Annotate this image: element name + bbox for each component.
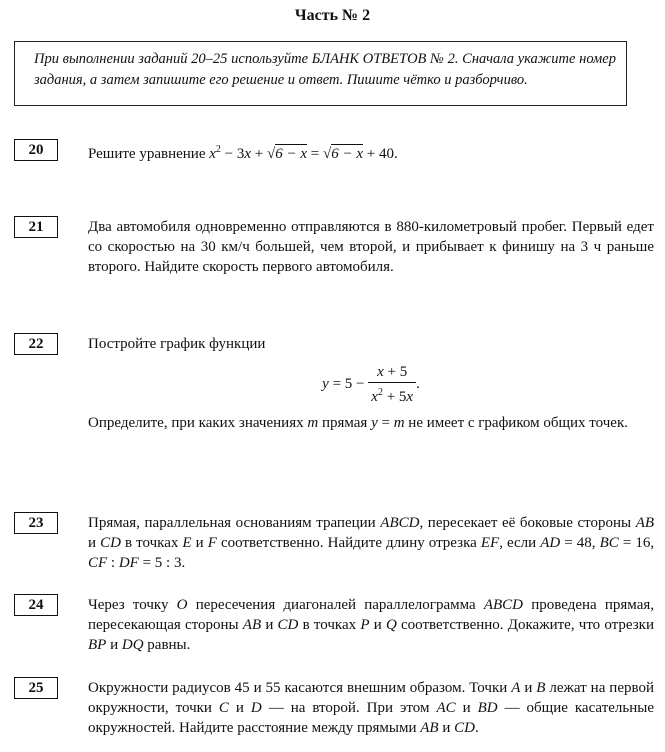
task-number: 25	[14, 677, 58, 699]
task-number: 23	[14, 512, 58, 534]
task-text: Прямая, параллельная основаниям трапеции ABCD, пересекает её боковые стороны AB и CD в точках E и F соответственно. Найдите длину отрезка EF, если AD = 48, BC = 16, CF : DF = 5 : 3.	[88, 515, 655, 571]
function-formula: y = 5 − $\frac{x + 5}{x^2 + 5x}$ .	[322, 364, 420, 405]
task-number: 22	[14, 333, 58, 355]
task-number: 21	[14, 216, 58, 238]
instructions-box: При выполнении заданий 20–25 используйте БЛАНК ОТВЕТОВ № 2. Сначала укажите номер задания, а затем запишите его решение и ответ. Пишите чётко и разборчиво.	[14, 41, 627, 106]
task-text: Постройте график функции y = 5 − $\frac{x + 5}{x^2 + 5x}$ . Определите, при каких значениях m прямая y = m не имеет с графиком общих точек.	[88, 334, 654, 433]
task-number: 24	[14, 594, 58, 616]
task-text: Решите уравнение $x^2 - 3x + √6 - x = √6 - x + 40$.	[88, 144, 398, 162]
task-text: Два автомобиля одновременно отправляются в 880-километровый пробег. Первый едет со скоростью на 30 км/ч большей, чем второй, и прибывает к финишу на 3 ч раньше второго. Найдите скорость первого автомобиля.	[88, 219, 654, 275]
page-title: Часть № 2	[294, 7, 371, 24]
task-text: Окружности радиусов 45 и 55 касаются внешним образом. Точки A и B лежат на первой окружности, точки C и D — на второй. При этом AC и BD — общие касательные окружностей. Найдите расстояние между прямыми AB и CD.	[88, 680, 654, 736]
task-number: 20	[14, 139, 58, 161]
task-text: Через точку O пересечения диагоналей параллелограмма ABCD проведена прямая, пересекающая стороны AB и CD в точках P и Q соответственно. Докажите, что отрезки BP и DQ равны.	[88, 597, 654, 653]
